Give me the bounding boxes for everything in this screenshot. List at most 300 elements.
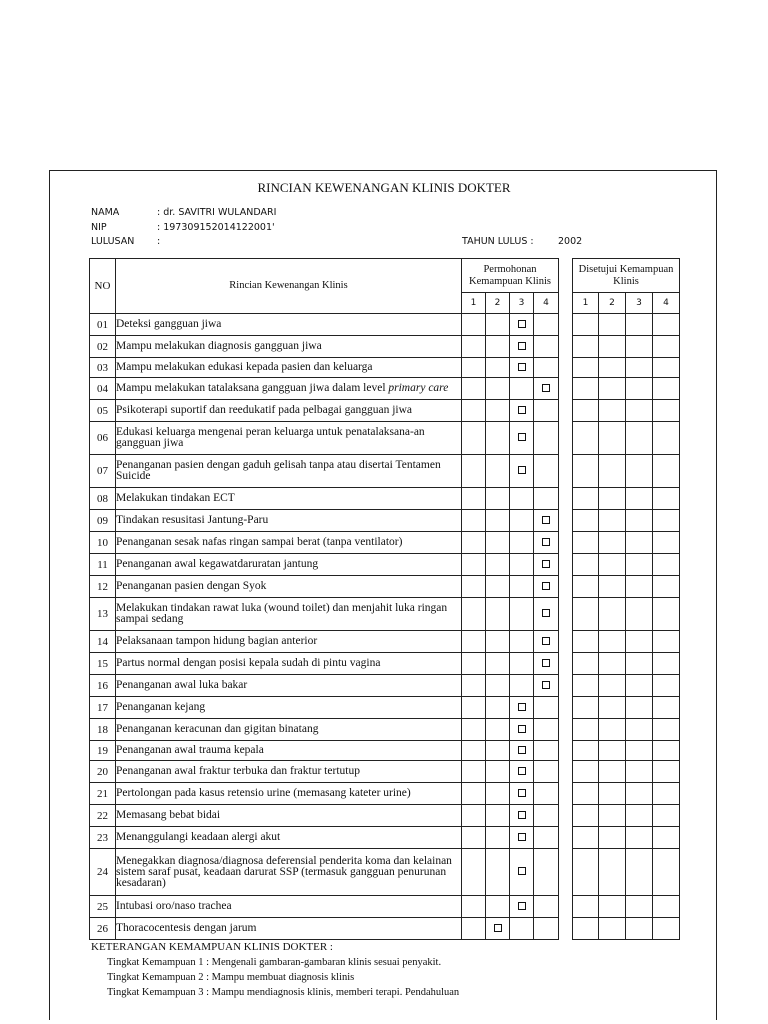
table-row	[573, 455, 680, 488]
disetujui-cell-level-2[interactable]	[599, 697, 626, 719]
disetujui-cell-level-1[interactable]	[573, 827, 599, 849]
note-item-2: Tingkat Kemampuan 2 : Mampu membuat diagnosis klinis	[107, 972, 355, 983]
permohonan-cell-level-2[interactable]	[486, 400, 510, 422]
disetujui-cell-level-1[interactable]	[573, 697, 599, 719]
disetujui-cell-level-1[interactable]	[573, 510, 599, 532]
table-row	[573, 827, 680, 849]
disetujui-cell-level-4[interactable]	[653, 719, 680, 741]
permohonan-cell-level-3[interactable]	[510, 631, 534, 653]
permohonan-cell-level-1[interactable]	[462, 400, 486, 422]
permohonan-cell-level-3[interactable]	[510, 455, 534, 488]
permohonan-cell-level-2[interactable]	[486, 918, 510, 940]
table-row	[90, 896, 559, 918]
row-description	[116, 805, 462, 827]
table-row	[573, 675, 680, 697]
permohonan-cell-level-1[interactable]	[462, 653, 486, 675]
checkbox-icon[interactable]	[542, 538, 550, 546]
disetujui-cell-level-2[interactable]	[599, 400, 626, 422]
checkbox-icon[interactable]	[518, 725, 526, 733]
checkbox-icon[interactable]	[542, 609, 550, 617]
permohonan-cell-level-1[interactable]	[462, 358, 486, 378]
permohonan-cell-level-4[interactable]	[534, 675, 559, 697]
permohonan-cell-level-2[interactable]	[486, 805, 510, 827]
disetujui-cell-level-2[interactable]	[599, 576, 626, 598]
checkbox-icon[interactable]	[542, 516, 550, 524]
disetujui-cell-level-2[interactable]	[599, 554, 626, 576]
permohonan-cell-level-2[interactable]	[486, 554, 510, 576]
disetujui-cell-level-2[interactable]	[599, 675, 626, 697]
table-row	[573, 488, 680, 510]
disetujui-cell-level-4[interactable]	[653, 488, 680, 510]
checkbox-icon[interactable]	[518, 767, 526, 775]
permohonan-cell-level-4[interactable]	[534, 336, 559, 358]
permohonan-cell-level-1[interactable]	[462, 783, 486, 805]
permohonan-cell-level-1[interactable]	[462, 576, 486, 598]
permohonan-cell-level-1[interactable]	[462, 697, 486, 719]
permohonan-cell-level-1[interactable]	[462, 455, 486, 488]
disetujui-cell-level-2[interactable]	[599, 918, 626, 940]
table-row	[573, 697, 680, 719]
row-description-text: Mampu melakukan tatalaksana gangguan jiwa dalam level	[116, 382, 386, 394]
permohonan-cell-level-4[interactable]	[534, 554, 559, 576]
checkbox-icon[interactable]	[518, 867, 526, 875]
permohonan-cell-level-3[interactable]	[510, 358, 534, 378]
disetujui-cell-level-2[interactable]	[599, 805, 626, 827]
disetujui-cell-level-4[interactable]	[653, 896, 680, 918]
disetujui-cell-level-3[interactable]	[626, 378, 653, 400]
disetujui-cell-level-4[interactable]	[653, 918, 680, 940]
permohonan-cell-level-4[interactable]	[534, 532, 559, 554]
disetujui-cell-level-1[interactable]	[573, 400, 599, 422]
row-description-text: Psikoterapi suportif dan reedukatif pada pelbagai gangguan jiwa	[116, 404, 413, 416]
permohonan-cell-level-4[interactable]	[534, 455, 559, 488]
disetujui-cell-level-3[interactable]	[626, 358, 653, 378]
row-description	[116, 849, 462, 896]
disetujui-cell-level-4[interactable]	[653, 653, 680, 675]
checkbox-icon[interactable]	[518, 406, 526, 414]
disetujui-cell-level-2[interactable]	[599, 631, 626, 653]
checkbox-icon[interactable]	[542, 637, 550, 645]
permohonan-cell-level-2[interactable]	[486, 783, 510, 805]
checkbox-icon[interactable]	[542, 582, 550, 590]
disetujui-cell-level-3[interactable]	[626, 805, 653, 827]
disetujui-cell-level-4[interactable]	[653, 400, 680, 422]
permohonan-cell-level-4[interactable]	[534, 761, 559, 783]
row-description-text: Partus normal dengan posisi kepala sudah di pintu vagina	[116, 657, 381, 669]
disetujui-cell-level-2[interactable]	[599, 896, 626, 918]
permohonan-cell-level-2[interactable]	[486, 849, 510, 896]
row-description	[116, 761, 462, 783]
disetujui-cell-level-4[interactable]	[653, 554, 680, 576]
row-number: 12	[90, 576, 116, 598]
permohonan-cell-level-2[interactable]	[486, 827, 510, 849]
disetujui-cell-level-4[interactable]	[653, 510, 680, 532]
permohonan-cell-level-4[interactable]	[534, 827, 559, 849]
notes-section	[91, 940, 459, 1000]
disetujui-cell-level-3[interactable]	[626, 422, 653, 455]
disetujui-cell-level-3[interactable]	[626, 314, 653, 336]
notes-heading: KETERANGAN KEMAMPUAN KLINIS DOKTER :	[91, 941, 333, 953]
disetujui-cell-level-1[interactable]	[573, 488, 599, 510]
disetujui-cell-level-1[interactable]	[573, 675, 599, 697]
row-description-italic: primary care	[388, 382, 449, 394]
permohonan-cell-level-3[interactable]	[510, 719, 534, 741]
table-row	[573, 741, 680, 761]
nip-value: : 197309152014122001'	[157, 222, 275, 233]
permohonan-cell-level-4[interactable]	[534, 576, 559, 598]
disetujui-cell-level-2[interactable]	[599, 336, 626, 358]
row-description-text: Memasang bebat bidai	[116, 809, 221, 821]
disetujui-cell-level-3[interactable]	[626, 455, 653, 488]
disetujui-cell-level-1[interactable]	[573, 378, 599, 400]
permohonan-cell-level-2[interactable]	[486, 761, 510, 783]
disetujui-cell-level-4[interactable]	[653, 697, 680, 719]
disetujui-cell-level-2[interactable]	[599, 488, 626, 510]
permohonan-cell-level-3[interactable]	[510, 741, 534, 761]
row-description-text: Penanganan keracunan dan gigitan binatang	[116, 723, 319, 735]
permohonan-cell-level-3[interactable]	[510, 576, 534, 598]
disetujui-cell-level-2[interactable]	[599, 378, 626, 400]
table-row	[90, 358, 559, 378]
disetujui-cell-level-2[interactable]	[599, 827, 626, 849]
row-number: 23	[90, 827, 116, 849]
disetujui-cell-level-2[interactable]	[599, 455, 626, 488]
permohonan-cell-level-1[interactable]	[462, 422, 486, 455]
row-description	[116, 918, 462, 940]
disetujui-cell-level-4[interactable]	[653, 378, 680, 400]
permohonan-cell-level-3[interactable]	[510, 532, 534, 554]
permohonan-cell-level-1[interactable]	[462, 761, 486, 783]
permohonan-cell-level-1[interactable]	[462, 488, 486, 510]
permohonan-cell-level-2[interactable]	[486, 378, 510, 400]
table-row	[90, 576, 559, 598]
permohonan-cell-level-1[interactable]	[462, 849, 486, 896]
disetujui-cell-level-1[interactable]	[573, 598, 599, 631]
checkbox-icon[interactable]	[542, 384, 550, 392]
permohonan-cell-level-2[interactable]	[486, 488, 510, 510]
row-description	[116, 653, 462, 675]
permohonan-cell-level-1[interactable]	[462, 827, 486, 849]
permohonan-cell-level-1[interactable]	[462, 314, 486, 336]
permohonan-cell-level-2[interactable]	[486, 532, 510, 554]
disetujui-cell-level-1[interactable]	[573, 631, 599, 653]
disetujui-cell-level-4[interactable]	[653, 675, 680, 697]
permohonan-cell-level-3[interactable]	[510, 598, 534, 631]
permohonan-cell-level-3[interactable]	[510, 400, 534, 422]
disetujui-cell-level-4[interactable]	[653, 455, 680, 488]
disetujui-cell-level-3[interactable]	[626, 576, 653, 598]
row-description-text: Pelaksanaan tampon hidung bagian anterior	[116, 635, 318, 647]
row-number: 01	[90, 314, 116, 336]
disetujui-cell-level-3[interactable]	[626, 827, 653, 849]
permohonan-cell-level-1[interactable]	[462, 336, 486, 358]
permohonan-cell-level-1[interactable]	[462, 378, 486, 400]
disetujui-cell-level-1[interactable]	[573, 783, 599, 805]
disetujui-cell-level-3[interactable]	[626, 896, 653, 918]
permohonan-cell-level-2[interactable]	[486, 422, 510, 455]
permohonan-cell-level-3[interactable]	[510, 827, 534, 849]
permohonan-cell-level-1[interactable]	[462, 896, 486, 918]
permohonan-cell-level-3[interactable]	[510, 896, 534, 918]
disetujui-cell-level-4[interactable]	[653, 783, 680, 805]
table-row	[573, 422, 680, 455]
disetujui-cell-level-2[interactable]	[599, 532, 626, 554]
permohonan-cell-level-1[interactable]	[462, 741, 486, 761]
disetujui-cell-level-3[interactable]	[626, 336, 653, 358]
row-number: 05	[90, 400, 116, 422]
disetujui-cell-level-3[interactable]	[626, 918, 653, 940]
disetujui-cell-level-4[interactable]	[653, 805, 680, 827]
permohonan-cell-level-4[interactable]	[534, 314, 559, 336]
disetujui-header: Disetujui Kemampuan Klinis	[573, 259, 680, 293]
table-row	[90, 827, 559, 849]
checkbox-icon[interactable]	[518, 342, 526, 350]
permohonan-cell-level-3[interactable]	[510, 849, 534, 896]
disetujui-level-2: 2	[599, 293, 626, 314]
disetujui-cell-level-2[interactable]	[599, 314, 626, 336]
permohonan-cell-level-2[interactable]	[486, 719, 510, 741]
disetujui-cell-level-3[interactable]	[626, 741, 653, 761]
permohonan-cell-level-2[interactable]	[486, 697, 510, 719]
tahun-lulus-value: 2002	[558, 236, 583, 247]
row-description	[116, 719, 462, 741]
checkbox-icon[interactable]	[542, 659, 550, 667]
table-row	[90, 741, 559, 761]
disetujui-cell-level-4[interactable]	[653, 849, 680, 896]
permohonan-cell-level-4[interactable]	[534, 653, 559, 675]
permohonan-cell-level-3[interactable]	[510, 336, 534, 358]
disetujui-cell-level-2[interactable]	[599, 761, 626, 783]
row-number: 14	[90, 631, 116, 653]
permohonan-header: Permohonan Kemampuan Klinis	[462, 259, 559, 293]
row-description	[116, 697, 462, 719]
row-number: 04	[90, 378, 116, 400]
disetujui-cell-level-1[interactable]	[573, 422, 599, 455]
disetujui-cell-level-1[interactable]	[573, 918, 599, 940]
permohonan-cell-level-3[interactable]	[510, 697, 534, 719]
disetujui-cell-level-4[interactable]	[653, 827, 680, 849]
disetujui-cell-level-1[interactable]	[573, 314, 599, 336]
disetujui-cell-level-2[interactable]	[599, 598, 626, 631]
permohonan-cell-level-1[interactable]	[462, 719, 486, 741]
nama-label: NAMA	[91, 207, 120, 218]
row-description-text: Menegakkan diagnosa/diagnosa deferensial penderita koma dan kelainan sistem saraf pusat, keadaan darurat SSP (termasuk gangguan penurunan kesadaran)	[116, 854, 452, 889]
permohonan-cell-level-3[interactable]	[510, 510, 534, 532]
checkbox-icon[interactable]	[518, 902, 526, 910]
permohonan-cell-level-2[interactable]	[486, 455, 510, 488]
permohonan-cell-level-4[interactable]	[534, 719, 559, 741]
disetujui-cell-level-4[interactable]	[653, 422, 680, 455]
row-description	[116, 378, 462, 400]
permohonan-cell-level-3[interactable]	[510, 488, 534, 510]
permohonan-cell-level-2[interactable]	[486, 741, 510, 761]
permohonan-cell-level-4[interactable]	[534, 896, 559, 918]
table-row	[90, 653, 559, 675]
permohonan-cell-level-4[interactable]	[534, 510, 559, 532]
disetujui-cell-level-3[interactable]	[626, 761, 653, 783]
checkbox-icon[interactable]	[518, 746, 526, 754]
disetujui-cell-level-2[interactable]	[599, 510, 626, 532]
permohonan-cell-level-4[interactable]	[534, 741, 559, 761]
permohonan-cell-level-3[interactable]	[510, 918, 534, 940]
permohonan-cell-level-4[interactable]	[534, 783, 559, 805]
checkbox-icon[interactable]	[518, 833, 526, 841]
disetujui-level-4: 4	[653, 293, 680, 314]
disetujui-cell-level-3[interactable]	[626, 631, 653, 653]
disetujui-cell-level-2[interactable]	[599, 653, 626, 675]
disetujui-cell-level-4[interactable]	[653, 741, 680, 761]
checkbox-icon[interactable]	[518, 789, 526, 797]
disetujui-cell-level-1[interactable]	[573, 719, 599, 741]
checkbox-icon[interactable]	[518, 703, 526, 711]
disetujui-cell-level-2[interactable]	[599, 719, 626, 741]
permohonan-cell-level-4[interactable]	[534, 918, 559, 940]
disetujui-cell-level-3[interactable]	[626, 675, 653, 697]
checkbox-icon[interactable]	[494, 924, 502, 932]
permohonan-cell-level-3[interactable]	[510, 378, 534, 400]
permohonan-cell-level-3[interactable]	[510, 554, 534, 576]
table-row	[90, 697, 559, 719]
permohonan-cell-level-4[interactable]	[534, 805, 559, 827]
disetujui-cell-level-1[interactable]	[573, 576, 599, 598]
table-row	[90, 918, 559, 940]
permohonan-cell-level-1[interactable]	[462, 805, 486, 827]
disetujui-cell-level-4[interactable]	[653, 358, 680, 378]
checkbox-icon[interactable]	[518, 466, 526, 474]
permohonan-cell-level-4[interactable]	[534, 378, 559, 400]
disetujui-cell-level-2[interactable]	[599, 783, 626, 805]
row-description-text: Penanganan pasien dengan Syok	[116, 580, 267, 592]
permohonan-cell-level-1[interactable]	[462, 918, 486, 940]
row-description	[116, 631, 462, 653]
disetujui-cell-level-3[interactable]	[626, 554, 653, 576]
disetujui-cell-level-1[interactable]	[573, 761, 599, 783]
permohonan-cell-level-3[interactable]	[510, 761, 534, 783]
disetujui-cell-level-1[interactable]	[573, 554, 599, 576]
row-description	[116, 422, 462, 455]
disetujui-cell-level-4[interactable]	[653, 576, 680, 598]
permohonan-cell-level-3[interactable]	[510, 805, 534, 827]
disetujui-cell-level-3[interactable]	[626, 653, 653, 675]
disetujui-cell-level-1[interactable]	[573, 653, 599, 675]
table-row	[573, 336, 680, 358]
permohonan-cell-level-2[interactable]	[486, 653, 510, 675]
permohonan-cell-level-2[interactable]	[486, 598, 510, 631]
permohonan-cell-level-1[interactable]	[462, 598, 486, 631]
disetujui-cell-level-1[interactable]	[573, 358, 599, 378]
permohonan-cell-level-3[interactable]	[510, 783, 534, 805]
disetujui-cell-level-4[interactable]	[653, 532, 680, 554]
table-row	[90, 488, 559, 510]
disetujui-cell-level-3[interactable]	[626, 849, 653, 896]
permohonan-cell-level-1[interactable]	[462, 631, 486, 653]
checkbox-icon[interactable]	[518, 433, 526, 441]
permohonan-cell-level-4[interactable]	[534, 598, 559, 631]
row-description	[116, 783, 462, 805]
permohonan-cell-level-3[interactable]	[510, 653, 534, 675]
permohonan-cell-level-4[interactable]	[534, 422, 559, 455]
table-row	[90, 378, 559, 400]
permohonan-cell-level-2[interactable]	[486, 510, 510, 532]
row-number: 26	[90, 918, 116, 940]
permohonan-cell-level-2[interactable]	[486, 314, 510, 336]
permohonan-cell-level-1[interactable]	[462, 675, 486, 697]
permohonan-cell-level-4[interactable]	[534, 697, 559, 719]
permohonan-cell-level-4[interactable]	[534, 400, 559, 422]
permohonan-cell-level-4[interactable]	[534, 631, 559, 653]
disetujui-cell-level-1[interactable]	[573, 805, 599, 827]
permohonan-cell-level-2[interactable]	[486, 896, 510, 918]
disetujui-cell-level-4[interactable]	[653, 761, 680, 783]
row-number: 22	[90, 805, 116, 827]
disetujui-cell-level-2[interactable]	[599, 358, 626, 378]
permohonan-cell-level-1[interactable]	[462, 510, 486, 532]
checkbox-icon[interactable]	[518, 811, 526, 819]
disetujui-cell-level-3[interactable]	[626, 510, 653, 532]
permohonan-cell-level-3[interactable]	[510, 422, 534, 455]
permohonan-cell-level-2[interactable]	[486, 631, 510, 653]
table-row	[573, 631, 680, 653]
disetujui-cell-level-2[interactable]	[599, 422, 626, 455]
checkbox-icon[interactable]	[542, 560, 550, 568]
table-row	[90, 314, 559, 336]
disetujui-cell-level-3[interactable]	[626, 488, 653, 510]
disetujui-cell-level-4[interactable]	[653, 598, 680, 631]
disetujui-cell-level-1[interactable]	[573, 896, 599, 918]
disetujui-cell-level-2[interactable]	[599, 849, 626, 896]
checkbox-icon[interactable]	[542, 681, 550, 689]
table-row	[573, 805, 680, 827]
disetujui-cell-level-1[interactable]	[573, 455, 599, 488]
disetujui-cell-level-4[interactable]	[653, 314, 680, 336]
permohonan-cell-level-4[interactable]	[534, 849, 559, 896]
disetujui-cell-level-4[interactable]	[653, 336, 680, 358]
permohonan-cell-level-3[interactable]	[510, 314, 534, 336]
row-description	[116, 488, 462, 510]
disetujui-cell-level-3[interactable]	[626, 783, 653, 805]
disetujui-cell-level-3[interactable]	[626, 532, 653, 554]
disetujui-cell-level-1[interactable]	[573, 849, 599, 896]
checkbox-icon[interactable]	[518, 363, 526, 371]
permohonan-cell-level-1[interactable]	[462, 532, 486, 554]
permohonan-cell-level-1[interactable]	[462, 554, 486, 576]
disetujui-cell-level-3[interactable]	[626, 400, 653, 422]
checkbox-icon[interactable]	[518, 320, 526, 328]
permohonan-cell-level-3[interactable]	[510, 675, 534, 697]
disetujui-cell-level-3[interactable]	[626, 697, 653, 719]
disetujui-cell-level-2[interactable]	[599, 741, 626, 761]
table-row	[90, 631, 559, 653]
permohonan-cell-level-2[interactable]	[486, 675, 510, 697]
disetujui-cell-level-3[interactable]	[626, 719, 653, 741]
row-number: 18	[90, 719, 116, 741]
row-description	[116, 532, 462, 554]
disetujui-cell-level-3[interactable]	[626, 598, 653, 631]
permohonan-cell-level-4[interactable]	[534, 358, 559, 378]
row-description-text: Melakukan tindakan rawat luka (wound toilet) dan menjahit luka ringan sampai sedang	[116, 602, 448, 625]
permohonan-cell-level-2[interactable]	[486, 336, 510, 358]
tahun-lulus-label: TAHUN LULUS :	[462, 236, 534, 247]
permohonan-cell-level-2[interactable]	[486, 358, 510, 378]
permohonan-cell-level-4[interactable]	[534, 488, 559, 510]
disetujui-level-3: 3	[626, 293, 653, 314]
disetujui-cell-level-1[interactable]	[573, 336, 599, 358]
row-description-text: Mampu melakukan diagnosis gangguan jiwa	[116, 340, 322, 352]
disetujui-cell-level-1[interactable]	[573, 532, 599, 554]
permohonan-cell-level-2[interactable]	[486, 576, 510, 598]
disetujui-cell-level-1[interactable]	[573, 741, 599, 761]
disetujui-cell-level-4[interactable]	[653, 631, 680, 653]
